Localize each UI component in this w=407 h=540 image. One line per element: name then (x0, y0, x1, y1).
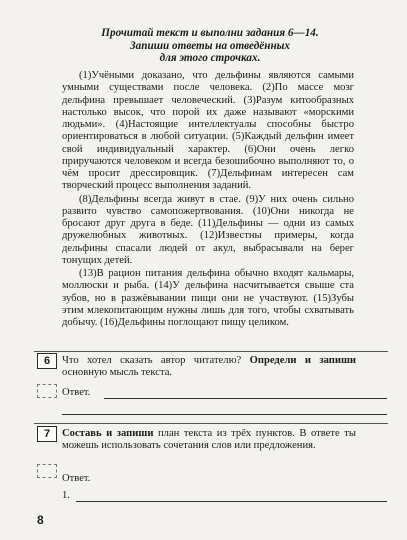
task-7-top-rule (34, 423, 388, 424)
task-6-question (62, 355, 356, 380)
task-7-number: 7 (37, 426, 57, 442)
task-7-answer-line-1[interactable] (76, 501, 387, 502)
task-6-answer-label: Ответ. (62, 387, 91, 398)
task-7-text-bold: Составь и запиши (62, 428, 154, 439)
heading-line-2: Запиши ответы на отведённых (129, 39, 291, 52)
task-6-answer-line-1[interactable] (104, 398, 387, 399)
task-6-answer-line-2[interactable] (62, 414, 387, 415)
task-7-text-rest: план текста из трёх пунктов. В ответе ты можешь использовать сочетания слов или предложения. (62, 428, 356, 452)
paragraph-2: (8)Дельфины всегда живут в стае. (9)У них очень сильно развито чувство самопожертвования. (10)Они никогда не бросают друг друга в беде. (11)Дельфины — одни из самых дружелюбных животных. (12)Известны примеры, когда дельфины спасали людей от акул, выбрасывали на берег тонущих детей. (62, 193, 354, 266)
task-6-top-rule (34, 351, 388, 352)
task-6-text-plain: Что хотел сказать автор читателю? (62, 355, 242, 366)
task-7-question (62, 428, 356, 453)
heading-line-1: Прочитай текст и выполни задания 6—14. (101, 27, 319, 39)
task-7-score-box (37, 464, 57, 478)
task-7-item-1-label: 1. (62, 490, 70, 501)
reading-text (62, 70, 354, 329)
task-6-number: 6 (37, 353, 57, 369)
paragraph-3: (13)В рацион питания дельфина обычно входят кальмары, моллюски и рыба. (14)У дельфина насчитывается свыше ста зубов, но в разжёвывании пищи они не участвуют. (15)Зубы этим млекопитающим нужны лишь для того, чтобы схватывать добычу. (16)Дельфины поглощают пищу целиком. (62, 268, 354, 328)
task-6-text-bold: Определи и запиши (249, 355, 357, 366)
instructions-heading (55, 27, 365, 65)
task-7-answer-label: Ответ. (62, 473, 91, 484)
page-number: 8 (37, 513, 44, 527)
task-6-score-box (37, 384, 57, 398)
paragraph-1: (1)Учёными доказано, что дельфины являются самыми умными существами после человека. (2)По массе мозг дельфина превышает человеческий. (3)Разум китообразных настолько высок, что порой их даже называют «морскими людьми». (4)Настоящие интеллектуалы способны быстро ориентироваться в любой ситуации. (5)Каждый дельфин имеет свой индивидуальный характер. (6)Они очень легко приручаются человеком и всегда безошибочно выполняют то, о чём просит дрессировщик. (7)Дельфинам интересен сам творческий процесс выполнения заданий. (62, 70, 354, 192)
heading-line-3: для этого строчках. (159, 52, 261, 65)
task-6-text-rest: основную мысль текста. (62, 367, 173, 379)
